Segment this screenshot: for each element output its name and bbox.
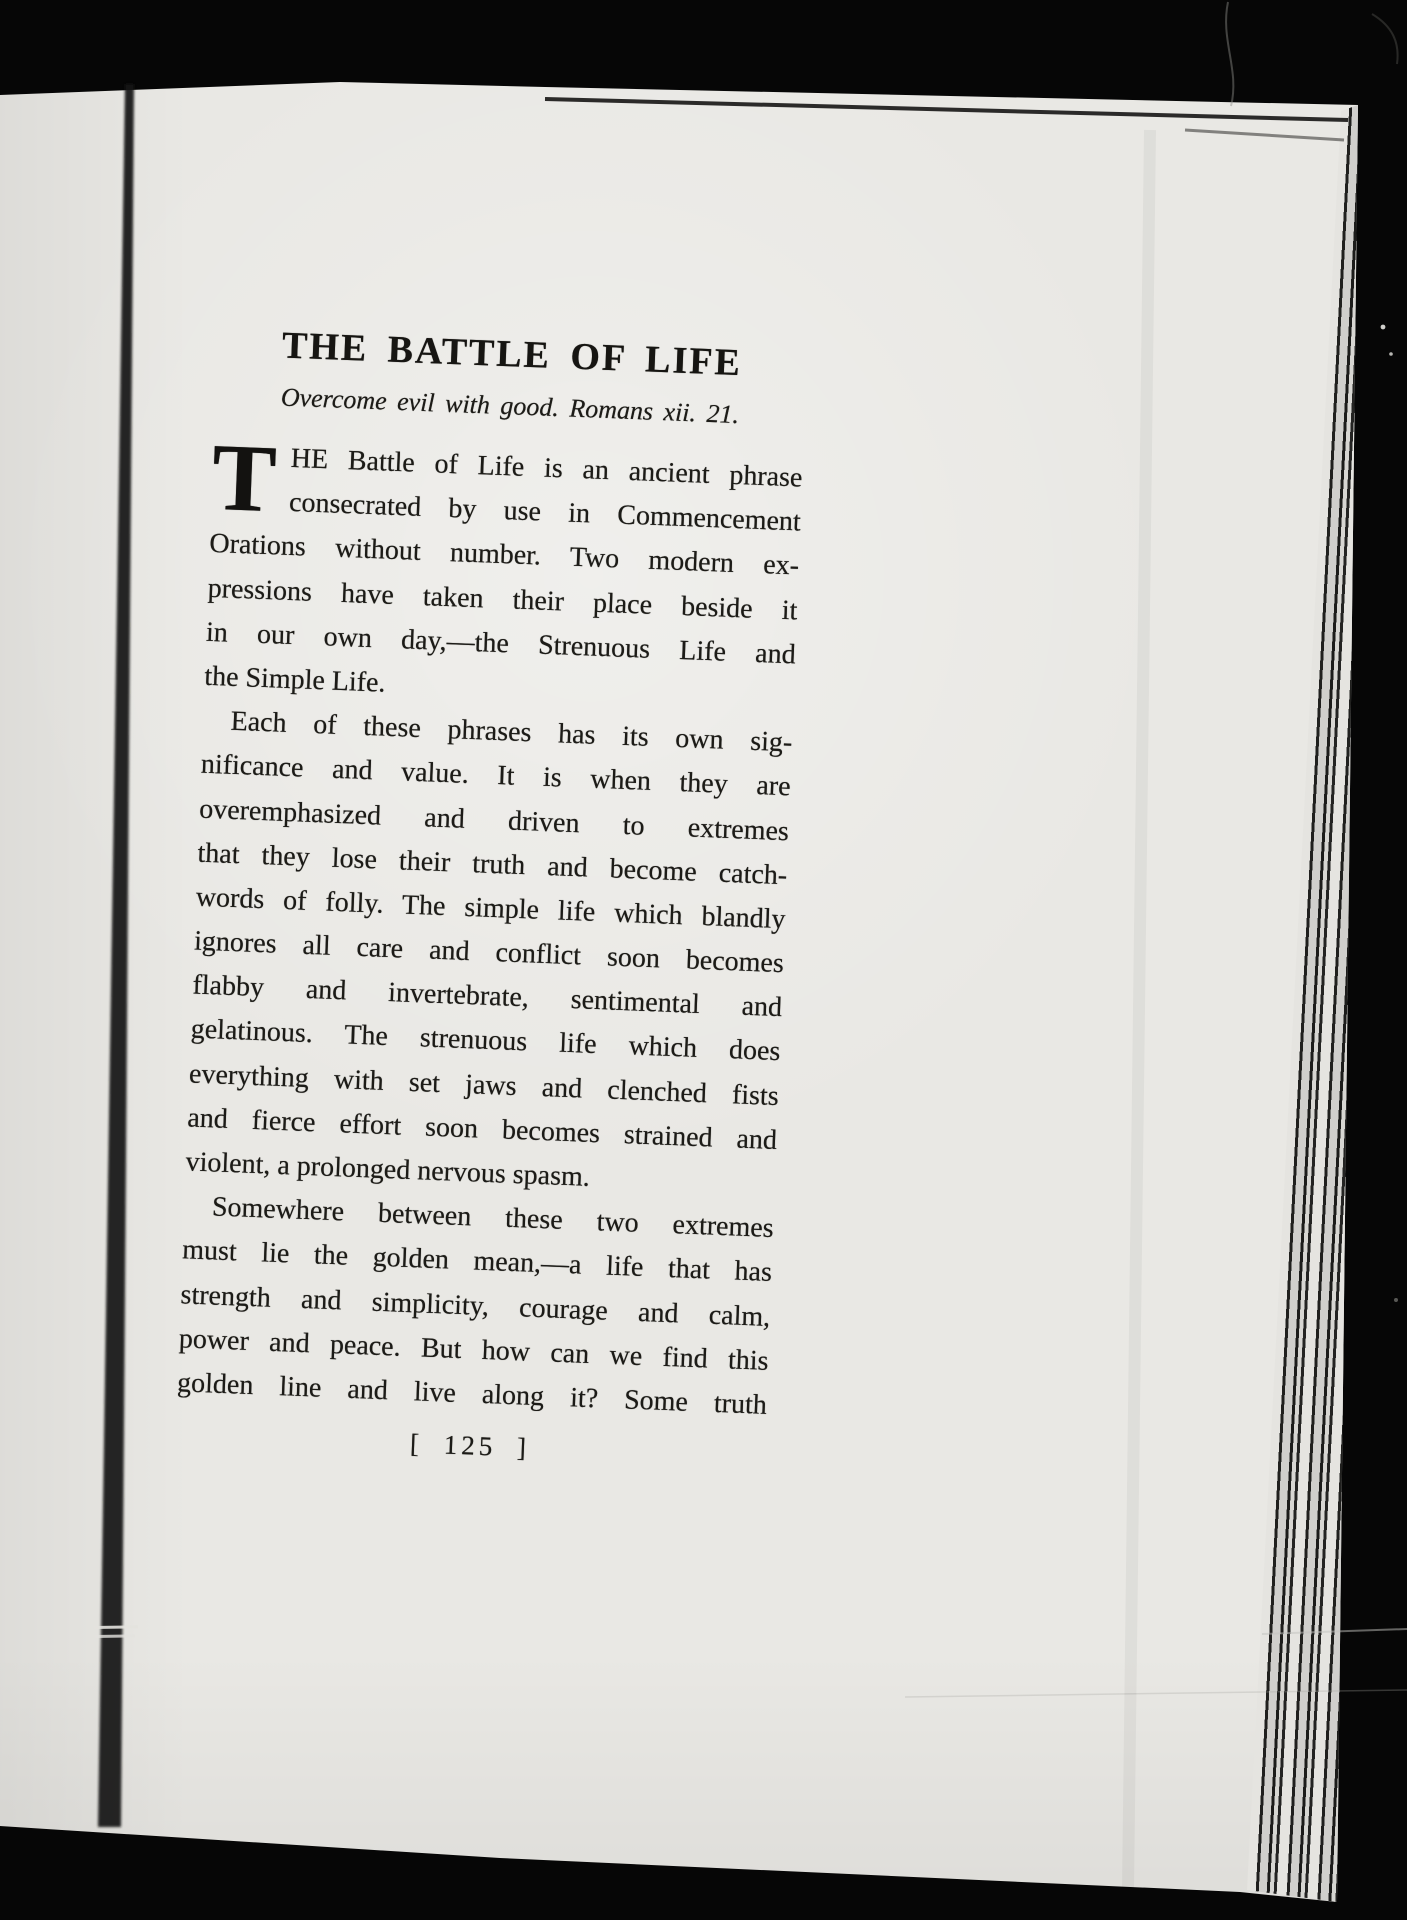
paragraph [176, 1185, 774, 1428]
text-line: gelatinous. The strenuous life which does [190, 1013, 781, 1068]
dust-speck [1381, 325, 1386, 330]
page-number: [ 125 ] [409, 1428, 531, 1463]
text-line: pressions have taken their place beside it [207, 572, 798, 627]
text-line: flabby and invertebrate, sentimental and [191, 969, 783, 1024]
text-line: the Simple Life. [203, 660, 387, 699]
epigraph: Overcome evil with good. Romans xii. 21. [280, 382, 740, 430]
corner-scratch [1372, 14, 1398, 64]
body-text [176, 422, 804, 1428]
paragraph [185, 699, 793, 1207]
text-line: overemphasized and driven to extremes [198, 793, 790, 847]
text-line: Orations without number. Two modern ex- [208, 528, 800, 582]
paragraph [203, 422, 804, 722]
page-title: THE BATTLE OF LIFE [281, 324, 743, 385]
printed-text-block [175, 322, 808, 1473]
thread-scratch [1226, 2, 1233, 106]
text-line: in our own day,—the Strenuous Life and [205, 616, 797, 671]
text-line: Each of these phrases has its own sig- [230, 705, 793, 759]
top-page-edge-line-2 [1185, 130, 1344, 140]
text-line: Somewhere between these two extremes [211, 1191, 775, 1245]
dust-speck [1394, 1298, 1398, 1302]
gutter-scratch [94, 1625, 138, 1629]
text-line: must lie the golden mean,—a life that has [181, 1234, 773, 1289]
top-page-edge-line [545, 99, 1348, 120]
text-line: nificance and value. It is when they are [200, 748, 792, 803]
horizontal-scratch [1262, 1629, 1407, 1634]
text-line: ignores all care and conflict soon becomes [193, 925, 785, 980]
text-line: words of folly. The simple life which blandly [195, 881, 787, 936]
underpage-tone-line [1128, 130, 1150, 1888]
gutter-crease-line [98, 84, 134, 1827]
text-line: golden line and live along it? Some truth [176, 1367, 768, 1421]
drop-cap: T [210, 422, 279, 533]
text-line: that they lose their truth and become catch- [197, 837, 788, 891]
text-line: consecrated by use in Commencement [288, 487, 802, 538]
text-line: power and peace. But how can we find this [178, 1323, 770, 1377]
text-line: violent, a prolonged nervous spasm. [185, 1146, 591, 1193]
text-line: THE Battle of Life is an ancient phrase [210, 422, 804, 533]
dust-speck [1389, 352, 1393, 356]
horizontal-scratch [905, 1690, 1407, 1697]
text-line: everything with set jaws and clenched fists [188, 1058, 780, 1112]
text-line: and fierce effort soon becomes strained and [186, 1102, 778, 1156]
text-line: strength and simplicity, courage and calm, [180, 1278, 771, 1333]
